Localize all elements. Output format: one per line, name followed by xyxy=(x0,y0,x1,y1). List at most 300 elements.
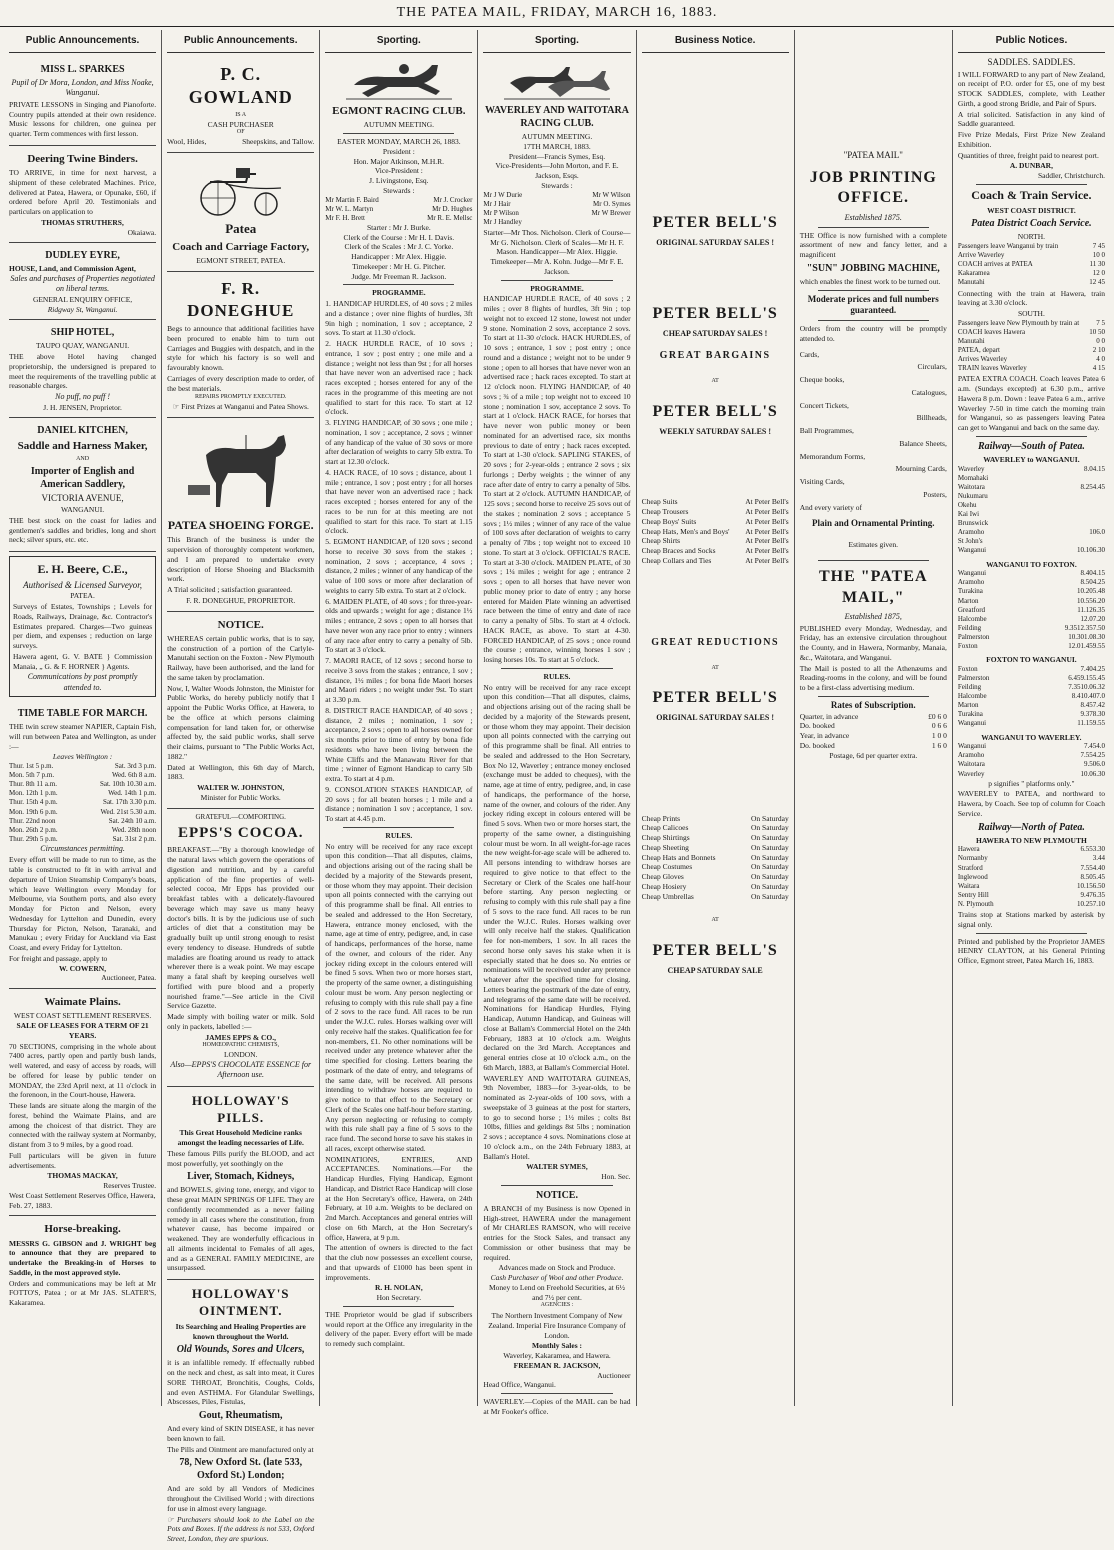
list-item xyxy=(642,853,789,863)
ad-waimate xyxy=(9,989,156,1216)
rules-heading: RULES. xyxy=(385,830,413,840)
timekeeper: Timekeeper : Mr H. G. Pitcher. xyxy=(352,261,446,271)
ad-subtitle: Authorised & Licensed Surveyor, xyxy=(23,579,143,590)
ad-title: Deering Twine Binders. xyxy=(27,152,138,165)
cell: 7.10 xyxy=(1092,899,1105,908)
cell: 6.55 xyxy=(1080,845,1093,854)
agencies: The Northern Investment Company of New Zealand. Imperial Fire Insurance Company of London. xyxy=(488,1311,626,1340)
ad-kitchen xyxy=(9,418,156,552)
cell: Waverley xyxy=(957,769,985,778)
ad-title: SHIP HOTEL, xyxy=(50,327,115,339)
meeting-date: 17TH MARCH, 1883. xyxy=(523,141,591,151)
table-row xyxy=(958,674,1105,683)
cell: Waitotara xyxy=(957,482,985,491)
ad-beere xyxy=(9,556,156,697)
cell: On Saturday xyxy=(751,842,789,852)
ad-date: Dated at Wellington, this 6th day of March, 1883. xyxy=(167,762,315,782)
cell: Halcombe xyxy=(957,614,987,623)
ad-subtitle: Old Wounds, Sores and Ulcers, xyxy=(176,1344,305,1356)
ad-line: CASH PURCHASER xyxy=(207,119,274,129)
patea-mail-heading: THE "PATEA MAIL," xyxy=(819,567,928,606)
buggy-icon xyxy=(196,160,286,218)
cell: Normanby xyxy=(957,854,988,863)
cell: 10 50 xyxy=(1089,327,1105,336)
table-row xyxy=(958,269,1105,278)
programme-item: 6. MAIDEN PLATE, of 40 sovs ; for three-year-olds and upwards ; weight for age ; distance 1½ miles ; entrance, 2 sovs ; open to all horses that have never won any race prior to entry ; winners of any race after entry to carry a penalty of 5lb. To start at 3 o'clock. xyxy=(325,596,473,655)
cell: Cheap Hats, Men's and Boys' xyxy=(641,526,730,536)
ad-body: it is an infallible remedy. If effectually rubbed on the neck and chest, as salt into meat, it Cures SORE THROAT, Bronchitis, Coughs, Colds, and even ASTHMA. For Glandular Swellings, Abscesses, Piles, Fistulas, xyxy=(167,1358,315,1407)
cell: At Peter Bell's xyxy=(745,516,789,526)
cell: On Saturday xyxy=(751,891,789,901)
table-row xyxy=(958,355,1105,364)
table-row xyxy=(958,742,1105,751)
ad-trial: A Trial solicited ; satisfaction guaranteed. xyxy=(167,585,293,595)
table-row xyxy=(958,710,1105,719)
table-row xyxy=(958,873,1105,882)
cell: Thur. 22nd noon xyxy=(9,816,56,825)
at-label: AT xyxy=(711,664,719,671)
ad-body: and BOWELS, giving tone, energy, and vigor to these great MAIN SPRINGS OF LIFE. They are confidently recommended as a never failing remedy in all cases where the constitution, from whatever cause, has become impaired or weakened. They are wonderfully efficacious in all ailments incidental to Females of all ages, and as a GENERAL FAMILY MEDICINE, are unsurpassed. xyxy=(167,1185,315,1273)
cell: Mon. 26th 2 p.m. xyxy=(9,825,58,834)
printing-items xyxy=(800,350,947,513)
cell: 4.15 xyxy=(1092,464,1105,473)
pointing-hand-icon: ☞ xyxy=(172,402,180,412)
plain-printing: Plain and Ornamental Printing. xyxy=(812,518,935,529)
cell: Palmerston xyxy=(957,632,990,641)
stop-note: Trains stop at Stations marked by asterisk by signal only. xyxy=(957,910,1105,929)
cell: Mon. 19th 6 p.m. xyxy=(9,807,58,816)
ad-title: MISS L. SPARKES xyxy=(40,64,125,75)
printing-item: Visiting Cards, xyxy=(799,477,845,487)
programme-item: 2. HACK HURDLE RACE, of 10 sovs ; entrance, 1 sov ; post entry ; one mile and a distance ; weight not less than 9st ; for all horses that have never won an advertised race ; hack races excepted ; horses entered for any of the races in the programme of this meeting are not qualified to start for this race. To start at 12 o'clock. xyxy=(325,339,473,417)
cell: 1 6 0 xyxy=(931,740,947,750)
south-rows xyxy=(958,319,1105,374)
cell: Halcombe xyxy=(957,692,987,701)
cell: 7.55 xyxy=(1080,751,1093,760)
cell: 3.44 xyxy=(1092,854,1105,863)
ad-line: Saddle and Harness Maker, xyxy=(17,440,148,453)
rate-row xyxy=(800,712,947,722)
vice-presidents: Vice-Presidents—John Morton, and F. E. Jackson, Esqs. xyxy=(495,161,619,180)
ad-subtitle: Liver, Stomach, Kidneys, xyxy=(187,1171,295,1183)
table-row xyxy=(958,546,1105,555)
cell: Wed. 6th 8 a.m. xyxy=(111,771,157,780)
cell: 5.45 xyxy=(1092,872,1105,881)
cell: Mr W Wilson xyxy=(592,190,631,199)
cell: 7.50 xyxy=(1092,623,1105,632)
ad-title: TIME TABLE FOR MARCH. xyxy=(17,708,148,720)
president: Hon. Major Atkinson, M.H.R. xyxy=(353,156,445,166)
cell: 10.15 xyxy=(1076,881,1093,890)
cell: Waitotara xyxy=(957,760,985,769)
ad-body: Carriages of every description made to order, of the best materials. xyxy=(167,373,315,393)
office-body: which enables the finest work to be turned out. xyxy=(799,276,941,286)
ad-and: AND xyxy=(76,455,90,462)
list-item xyxy=(642,517,789,527)
guineas-body: WAVERLEY AND WAITOTARA GUINEAS, 9th November, 1883—for 3-year-olds, to be nominated as 2-year-olds of 100 sovs, with a sweepstake of 3 guineas at the post for starters, to go to second horse ; 1½ miles ; colts 8st 10lbs, fillies and geldings 8st 5lbs ; nomination 2 sovs ; acceptance 4 sovs. Nominations close at 10 o'clock a.m., on the 24th February 1883, at Ballam's Hotel. xyxy=(483,1073,631,1161)
list-item xyxy=(642,843,789,853)
peter-bell-heading: PETER BELL'S xyxy=(652,689,778,707)
cell: 10.30 xyxy=(1068,632,1084,641)
cell: 6.30 xyxy=(1092,546,1105,555)
timetable-row xyxy=(9,808,156,817)
column-heading: Business Notice. xyxy=(642,30,789,53)
signature-role: Saddler, Christchurch. xyxy=(1038,171,1105,181)
mail-heading: "PATEA MAIL" xyxy=(843,150,903,160)
ad-ship-hotel xyxy=(9,320,156,418)
cell: At Peter Bell's xyxy=(745,536,789,546)
list-item xyxy=(642,872,789,882)
programme-list xyxy=(325,299,472,824)
cell: Mr F. H. Brett xyxy=(325,213,365,222)
column-public-announcements-2 xyxy=(162,30,320,1544)
north-rows xyxy=(958,242,1105,287)
ad-items xyxy=(167,137,314,147)
cell: 10.55 xyxy=(1076,596,1093,605)
cell: Thur. 29th 5 p.m. xyxy=(9,834,58,843)
cell: Waitara xyxy=(957,881,980,890)
cell: 12 0 xyxy=(1092,269,1105,278)
signature: FREEMAN R. JACKSON, xyxy=(513,1360,601,1370)
cell: Wed. 28th noon xyxy=(111,825,157,834)
great-bargains: GREAT BARGAINS xyxy=(659,350,771,362)
cell: 8.30 xyxy=(1092,710,1105,719)
cell: Cheap Braces and Socks xyxy=(641,546,716,556)
cell: Feilding xyxy=(957,623,982,632)
ad-title: Horse-breaking. xyxy=(44,1223,121,1236)
programme-body: HANDICAP HURDLE RACE, of 40 sovs ; 2 miles ; over 8 flights of hurdles, 3ft 9in ; top weight not to exceed 12 stone, lowest not under 9 stone. Nomination 2 sovs, acceptance 2 sovs. To start at 11-30 o'clock. HACK HURDLES, of 10 sovs ; entrance, 1 sov ; post entry ; once round and a distance ; weight not to be under 9 stone ; open to all horses that have never won an advertised race ; hack races excepted. To start at 12 o'clock noon. FLYING HANDICAP, of 40 sovs ; ¾ of a mile ; top weight not to exceed 10 stone ; nomination 1 sov, acceptance 2 sovs. To start at 1 o'clock. HACK RACE, for horses that have never won public money or been nominated for an advertised race, six months previous to date of entry ; hack races excepted. To start at 1-30 o'clock. SAPLING STAKES, of 20 sovs ; for 2-year-olds ; entrance 2 sovs ; six furlongs ; Derby weights ; the winner of any race after date of entry to carry a penalty of 5lbs. To start at 2 o'clock. AUTUMN HANDICAP, of 125 sovs ; second horse to receive 25 sovs out of the stakes ; nomination 2 sovs ; acceptance 5 sovs ; 1½ miles ; winner of any race of the value of 100 sovs after declaration of weights to carry a penalty of 7lbs ; top weight not to exceed 10 stone. To start at 3 o'clock. OFFICIAL'S RACE. To start at 3-30 o'clock. MAIDEN PLATE, of 30 sovs ; 1¼ miles ; weight for age ; entrance 2 sovs ; open to all horses that have never won public money prior to date of entry ; any horse entered for Maiden Plate winning an advertised race between the time of entry and date of race to carry a penalty of 5lbs. To start at 4 o'clock. HACK RACE, as above. To start at 4-30. FORCED HANDICAP, of 25 sovs ; once round the course ; entrance, winning horses 1 sov ; losing horses 10s. To start at 5 o'clock. xyxy=(483,294,631,665)
agencies-heading: AGENCIES : xyxy=(540,1302,574,1309)
cell: Mr W. L. Martyn xyxy=(325,204,374,213)
table-row xyxy=(958,519,1105,528)
cell: Mr J Hair xyxy=(483,199,511,208)
ad-signature: WALTER W. JOHNSTON, xyxy=(197,783,285,793)
cell: 9.35 xyxy=(1064,623,1077,632)
cell: 2 10 xyxy=(1092,346,1105,355)
ad-grat: GRATEFUL—COMFORTING. xyxy=(195,812,286,821)
table-row xyxy=(958,692,1105,701)
table-row xyxy=(958,260,1105,269)
cell: Marton xyxy=(957,701,979,710)
saddles-body: I WILL FORWARD to any part of New Zealand, on receipt of P.O. order for £5, one of my best STOCK SADDLES, complete, with Leather Girth, a good strong Bridle, and Pair of Spurs. xyxy=(957,69,1105,108)
ad-gowland xyxy=(167,57,314,153)
peter-bell-heading: PETER BELL'S xyxy=(652,214,778,231)
cell: COACH arrives at PATEA xyxy=(957,260,1033,269)
patea-coach-heading: Patea District Coach Service. xyxy=(971,218,1092,230)
programme-item: 1. HANDICAP HURDLES, of 40 sovs ; 2 miles and a distance ; over nine flights of hurdles, 3ft 9in high ; nomination, 1 sov ; acceptance, 2 sovs. To start at 11.30 o'clock. xyxy=(325,299,473,338)
peter-bell-heading: PETER BELL'S xyxy=(652,942,778,960)
ad-subtitle: Pupil of Dr Mora, London, and Miss Noake, Wanganui. xyxy=(11,78,154,98)
established: Established 1875. xyxy=(844,213,902,223)
list-item xyxy=(642,892,789,902)
cell: 8.50 xyxy=(1080,578,1093,587)
cell: Sat. 3rd 3 p.m. xyxy=(114,762,157,771)
cell: Foxton xyxy=(957,664,978,673)
cell: Inglewood xyxy=(957,872,988,881)
extra-coach: PATEA EXTRA COACH. Coach leaves Patea 6 a.m. (Sundays excepted) at 6.30 p.m., arrive Hawera 8 p.m. Down : leave Patea 6 a.m., arrive Waverley 7-50 in time catch the morning train for Wanganui, so as passengers leaving Patea can get to Wanganui and back on the same day. xyxy=(957,374,1105,433)
ad-title: Waimate Plains. xyxy=(44,996,121,1009)
cell: Cheap Trousers xyxy=(641,507,689,517)
cell: 4 0 xyxy=(1096,355,1105,364)
ad-body: These lands are situate along the margin of the forest, behind the Waimate Plains, and are among the choicest of that district. They are connected with the railway system at Normanby, distant from 3 to 9 miles, by a good road. xyxy=(9,1101,157,1150)
ad-title: Patea xyxy=(225,220,257,236)
list-item xyxy=(642,527,789,537)
rates-heading: Rates of Subscription. xyxy=(830,699,916,710)
columns xyxy=(4,30,1110,1544)
ad-subtitle: Sales and purchases of Properties negotiated on liberal terms. xyxy=(10,274,155,294)
ad-subtitle: This Great Household Medicine ranks amongst the leading necessaries of Life. xyxy=(177,1128,304,1148)
cell: 9.37 xyxy=(1080,710,1093,719)
cell: At Peter Bell's xyxy=(745,497,789,507)
rules-heading: RULES. xyxy=(543,671,571,681)
north-heading: NORTH. xyxy=(1017,232,1046,242)
cell: Thur. 8th 11 a.m. xyxy=(9,780,57,789)
table-row xyxy=(958,510,1105,519)
route-heading: HAWERA TO NEW PLYMOUTH xyxy=(976,835,1087,845)
steward-row xyxy=(483,218,630,227)
signature-role: Hon. Sec. xyxy=(601,1172,631,1182)
cell: At Peter Bell's xyxy=(745,526,789,536)
list-item xyxy=(642,536,789,546)
sale-subheading: ORIGINAL SATURDAY SALES ! xyxy=(656,237,774,247)
clerk-course: Clerk of the Course : Mr H. I. Davis. xyxy=(343,232,455,242)
route-rows xyxy=(958,665,1105,729)
cell: Nukumaru xyxy=(957,491,988,500)
column-heading: Sporting. xyxy=(483,30,630,53)
notice-body: A BRANCH of my Business is now Opened in High-street, HAWERA under the management of Mr CHARLES RAMSON, who will receive entries for the Stock Sales, and transact any Commission or other business that may be required. xyxy=(483,1203,631,1262)
table-row xyxy=(958,882,1105,891)
cell: Wed. 21st 5.30 a.m. xyxy=(100,807,157,816)
cell: 0 0 xyxy=(1096,336,1105,345)
ad-item: Wool, Hides, xyxy=(167,137,207,147)
steward-row xyxy=(325,214,472,223)
cell: Cheap Hats and Bonnets xyxy=(641,852,716,862)
judge: Judge. Mr Freeman R. Jackson. xyxy=(351,271,447,281)
peter-bell-heading: PETER BELL'S xyxy=(652,305,778,323)
ad-body: Full particulars will be given in future advertisements. xyxy=(9,1150,157,1170)
ad-address: EGMONT STREET, PATEA. xyxy=(196,256,286,266)
cell: Stratford xyxy=(957,863,983,872)
ad-title: DUDLEY EYRE, xyxy=(45,250,120,262)
platform-note: p signifies " platforms only." xyxy=(988,778,1075,788)
ad-subtitle: Gout, Rheumatism, xyxy=(198,1410,283,1422)
cell: Wed. 14th 1 p.m. xyxy=(108,789,157,798)
timetable-row xyxy=(9,780,156,789)
cell: 6.0 xyxy=(1096,760,1105,769)
cell: 4.0 xyxy=(1096,742,1105,751)
table-row xyxy=(958,483,1105,492)
cell: Mr P Wilson xyxy=(483,208,519,217)
cell: 5.48 xyxy=(1092,587,1105,596)
cell: Cheap Boys' Suits xyxy=(641,516,697,526)
cell: Year, in advance xyxy=(799,731,850,741)
railway-south-heading: Railway—South of Patea. xyxy=(977,440,1085,452)
vp-heading: Vice-President : xyxy=(374,166,423,176)
ad-town: WANGANUI. xyxy=(61,505,105,515)
ad-doneghue xyxy=(167,272,314,418)
printing-item: Concert Tickets, xyxy=(799,400,849,410)
list-item xyxy=(642,546,789,556)
cell: On Saturday xyxy=(751,852,789,862)
cell: 6.45 xyxy=(1068,673,1081,682)
ad-signature: J. H. JENSEN, Proprietor. xyxy=(43,402,122,412)
cell: Passengers leave Wanganui by train xyxy=(957,242,1059,251)
column-sporting-2 xyxy=(478,30,636,1416)
cell: 12.0 xyxy=(1068,642,1081,650)
list-item xyxy=(642,497,789,507)
timetable-rows xyxy=(9,762,156,844)
ad-prize xyxy=(167,402,314,412)
timetable-row xyxy=(9,762,156,771)
cell: At Peter Bell's xyxy=(745,546,789,556)
ad-patea-coach xyxy=(167,153,314,272)
table-row xyxy=(958,251,1105,260)
cell: Manutahi xyxy=(957,278,985,287)
timetable-row xyxy=(9,771,156,780)
cell: Waverley xyxy=(957,464,985,473)
cell: 8.0 xyxy=(1083,464,1093,473)
ad-body: Begs to announce that additional facilities have been procured to enable him to turn out Carriages and Buggies with despatch, and in the style for which his factory is so well and favourably known. xyxy=(167,324,315,372)
ad-subtitle: WEST COAST SETTLEMENT RESERVES. xyxy=(13,1011,152,1021)
cell: Brunswick xyxy=(957,519,989,528)
table-row xyxy=(958,474,1105,483)
ad-signature: THOMAS STRUTHERS, xyxy=(41,217,124,227)
steward-row xyxy=(325,196,472,205)
cash-purchaser: Cash Purchaser of Wool and other Produce. xyxy=(490,1273,624,1283)
cell: 6.35 xyxy=(1092,605,1105,614)
president-heading: President : xyxy=(382,146,415,156)
ad-body: THE above Hotel having changed proprietorship, the undersigned is prepared to meet the requirements of the travelling public at reasonable charges. xyxy=(9,352,157,391)
waverley-patea: WAVERLEY to PATEA, and northward to Hawera, by Coach. See top of column for Coach Service. xyxy=(957,789,1105,818)
ad-body: MESSRS G. GIBSON and J. WRIGHT beg to announce that they are prepared to undertake the Breaking-in of Horses to Saddle, in the most approved style. xyxy=(9,1238,157,1277)
column-heading: Public Announcements. xyxy=(9,30,156,53)
ad-city: LONDON. xyxy=(223,1050,258,1060)
ad-subtitle: Its Searching and Healing Properties are known throughout the World. xyxy=(175,1321,306,1341)
ad-title: E. H. Beere, C.E., xyxy=(37,562,128,577)
cell: Mr J. Crocker xyxy=(433,195,473,204)
cell: Mr J W Durie xyxy=(483,190,523,199)
table-row xyxy=(958,891,1105,900)
cell: 4.25 xyxy=(1092,751,1105,760)
cell: 6.0 xyxy=(1096,528,1105,537)
ad-sale: SALE OF LEASES FOR A TERM OF 21 YEARS. xyxy=(16,1021,149,1040)
ad-notice xyxy=(167,612,314,809)
cell: 4.25 xyxy=(1092,578,1105,587)
cell: Cheap Gloves xyxy=(641,872,684,882)
cell: PATEA, depart xyxy=(957,346,1000,355)
table-row xyxy=(958,900,1105,909)
ad-prize-text: First Prizes at Wanganui and Patea Shows. xyxy=(181,402,309,412)
signature-role: Hon Secretary. xyxy=(376,1293,422,1303)
column-heading: Public Notices. xyxy=(958,30,1105,53)
table-row xyxy=(958,615,1105,624)
vice-president: J. Livingstone, Esq. xyxy=(369,176,429,186)
ad-of: OF xyxy=(236,129,245,136)
list-item xyxy=(642,814,789,824)
cell: Kai Iwi xyxy=(957,510,980,519)
money-to-lend: Money to Lend on Freehold Securities, at 6½ and 7½ per cent. xyxy=(488,1282,625,1302)
route-heading: WANGANUI TO WAVERLEY. xyxy=(981,732,1082,742)
orders: Orders from the country will be promptly attended to. xyxy=(799,324,947,343)
cell: Sat. 10th 10.30 a.m. xyxy=(99,780,157,789)
ad-foot: Communications by post promptly attended to. xyxy=(27,672,138,692)
cell: 12 45 xyxy=(1089,278,1105,287)
table-row xyxy=(958,569,1105,578)
ad-title: HOLLOWAY'S OINTMENT. xyxy=(191,1286,290,1319)
saturday-items-list xyxy=(642,814,789,902)
cell: 8.45 xyxy=(1080,701,1093,710)
ad-office: West Coast Settlement Reserves Office, Hawera, Feb. 27, 1883. xyxy=(9,1190,156,1210)
cell: 4.40 xyxy=(1092,863,1105,872)
ad-agents: Hawera agent, G. V. BATE } Commission Manaia, „ G. & F. HORNER } Agents. xyxy=(13,651,153,671)
at-label: AT xyxy=(711,917,719,924)
ad-body: PRIVATE LESSONS in Singing and Pianoforte. Country pupils attended at their own residence. Music lessons for children, one guinea per quarter. Term commences with first lesson. xyxy=(9,99,157,139)
cell: Sentry Hill xyxy=(957,890,989,899)
cell: Cheap Calicoes xyxy=(641,823,689,833)
cell: Mr Martin F. Baird xyxy=(325,195,379,204)
list-item xyxy=(642,882,789,892)
cell: Sat. 31st 2 p.m. xyxy=(112,834,157,843)
cell: £0 6 0 xyxy=(928,711,947,721)
cell: Mon. 5th 7 p.m. xyxy=(9,771,55,780)
table-row xyxy=(958,597,1105,606)
table-row xyxy=(958,701,1105,710)
printing-item: Posters, xyxy=(923,489,947,499)
table-row xyxy=(958,346,1105,355)
ad-role: HOMŒOPATHIC CHEMISTS, xyxy=(202,1042,280,1049)
cell: 10.10 xyxy=(1076,546,1093,555)
programme-item: 3. FLYING HANDICAP, of 30 sovs ; one mile ; nomination, 1 sov ; acceptance, 2 sovs ; winner of any handicap of the value of 30 sovs or more after declaration of weights to carry 5lb extra. To start at 12.30 o'clock. xyxy=(325,418,473,467)
notice-heading: NOTICE. xyxy=(536,1189,578,1201)
cell: 9.15 xyxy=(1080,673,1093,682)
cell: 9.55 xyxy=(1092,719,1105,728)
list-item xyxy=(642,833,789,843)
cell: 6.35 xyxy=(1092,890,1105,899)
postage-note: Postage, 6d per quarter extra. xyxy=(829,750,918,760)
table-row xyxy=(958,864,1105,873)
cell: 1.0 xyxy=(1083,632,1093,641)
ad-role: Auctioneer, Patea. xyxy=(101,973,157,983)
meeting-name: AUTUMN MEETING. xyxy=(521,132,593,141)
programme-item: 4. HACK RACE, of 10 sovs ; distance, about 1 mile ; entrance, 1 sov ; post entry ; for all horses that have never won an advertised race ; hack races excepted ; horses entered for any of the races to be run for at this meeting are not qualified to start for this race. To start at 1.15 o'clock. xyxy=(325,467,473,536)
rate-row xyxy=(800,721,947,731)
cell: Kakaramea xyxy=(957,269,990,278)
table-row xyxy=(958,587,1105,596)
table-row xyxy=(958,537,1105,546)
cell: 7 5 xyxy=(1096,318,1105,327)
column-heading: Sporting. xyxy=(325,30,472,53)
table-row xyxy=(958,642,1105,651)
cell: Cheap Suits xyxy=(641,497,678,507)
cell: 8.25 xyxy=(1080,482,1093,491)
cell: Wanganui xyxy=(957,742,987,751)
ad-shoeing-forge xyxy=(167,418,314,612)
officials: Starter—Mr Thos. Nicholson. Clerk of Course—Mr G. Nicholson. Clerk of Scales—Mr H. F. Mason. Handicapper—Mr Alex. Higgie. Timekeeper—Mr A. Kohn. Judge—Mr F. E. Jackson. xyxy=(483,227,631,276)
ad-apply: For freight and passage, apply to xyxy=(9,953,108,963)
cell: 6.20 xyxy=(1092,596,1105,605)
monthly-sales: Monthly Sales : xyxy=(531,1341,582,1351)
cell: 10.20 xyxy=(1076,587,1093,596)
rate-row xyxy=(800,741,947,751)
cell: Momahaki xyxy=(957,473,989,482)
cell: Sat. 24th 10 a.m. xyxy=(108,816,157,825)
cell: 7.40 xyxy=(1080,664,1093,673)
route-heading: WANGANUI TO FOXTON. xyxy=(986,559,1077,569)
cell: 6.30 xyxy=(1092,769,1105,778)
ad-signature: W. COWERN, xyxy=(59,963,107,973)
ad-role: Minister for Public Works. xyxy=(200,792,281,802)
ad-body: THE best stock on the coast for ladies and gentlemen's saddles and bridles, long and short neck; silver spurs, etc. etc. xyxy=(9,515,157,545)
